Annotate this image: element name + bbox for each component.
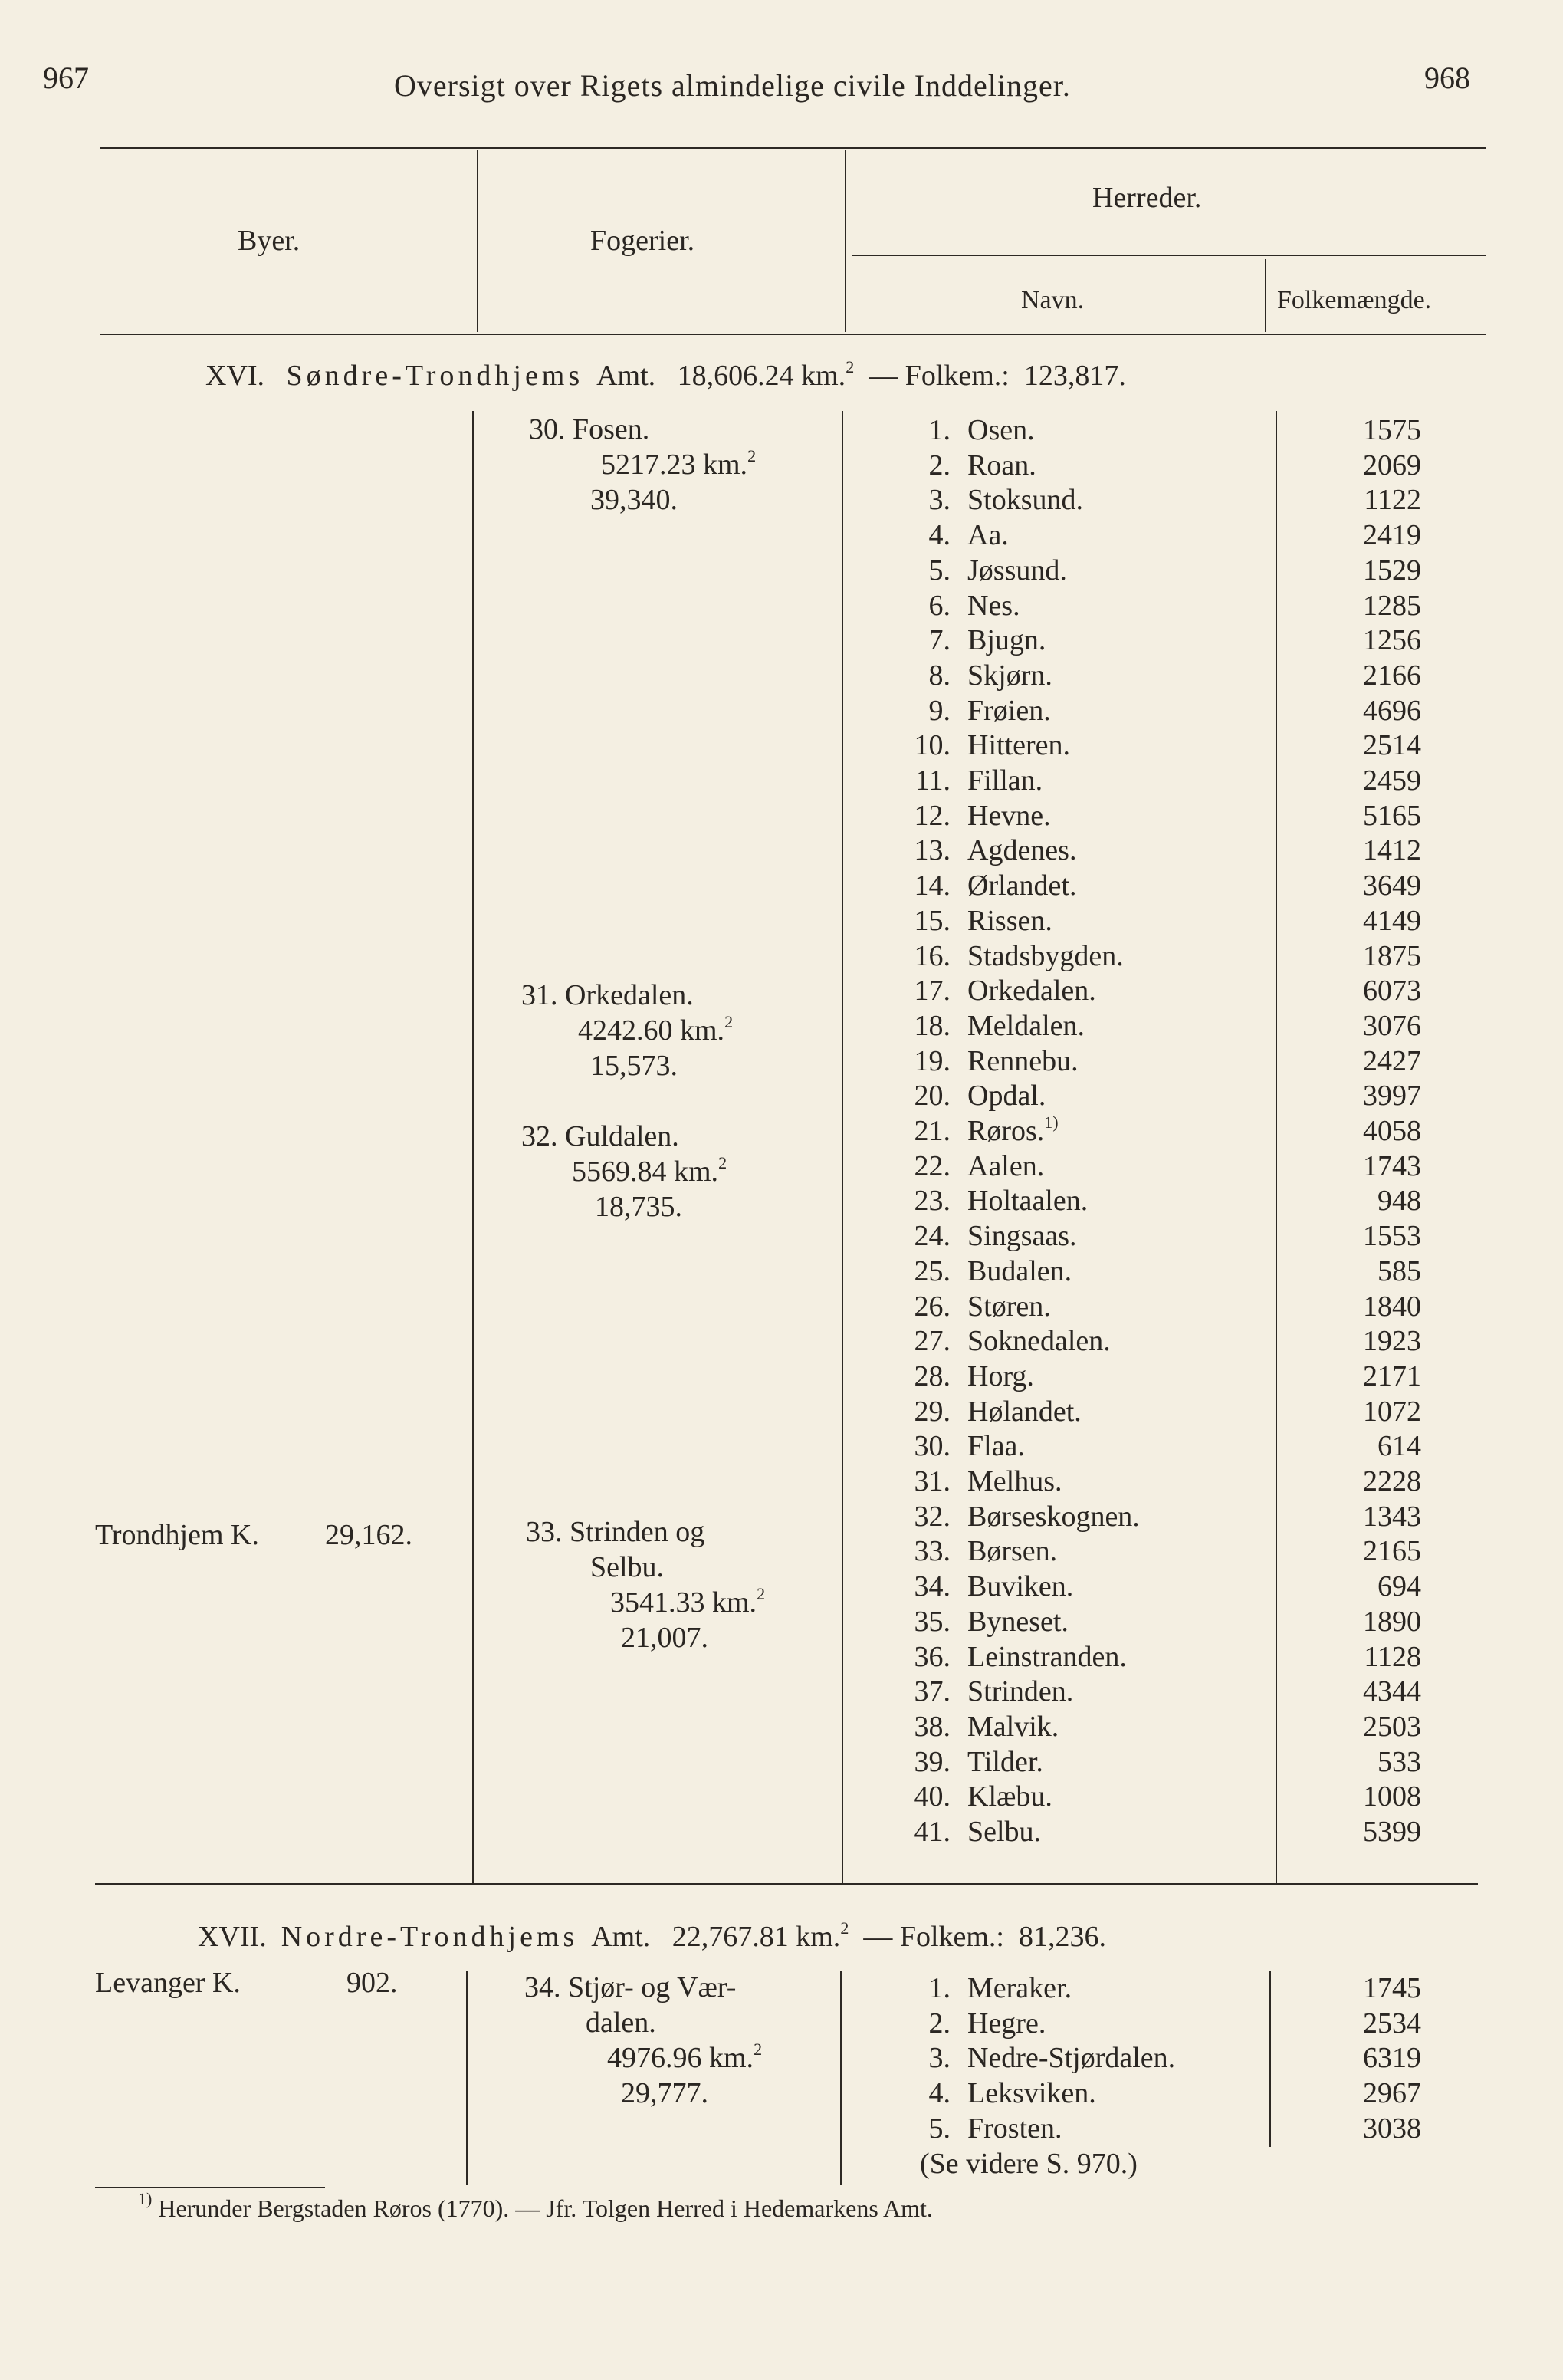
herred-name: Orkedalen. (967, 975, 1096, 1008)
herred-population: 2459 (1363, 764, 1421, 797)
area-unit: km. (801, 360, 846, 392)
herred-number: 19. (914, 1044, 951, 1077)
page-title: Oversigt over Rigets almindelige civile Inddelinger. (394, 68, 1071, 103)
herred-name: Strinden. (967, 1675, 1074, 1708)
herred-population: 1412 (1363, 834, 1421, 867)
herred-number: 6. (928, 589, 951, 622)
herred-number: 13. (914, 834, 951, 867)
table-row (0, 588, 1563, 623)
herred-number: 5. (928, 554, 951, 587)
herred-number: 29. (914, 1395, 951, 1428)
herred-population: 2228 (1363, 1465, 1421, 1497)
header-divider-1 (477, 150, 478, 332)
herred-population: 4058 (1363, 1115, 1421, 1147)
herred-number: 11. (914, 764, 951, 797)
herred-name: Opdal. (967, 1080, 1046, 1113)
herred-population: 2166 (1363, 659, 1421, 692)
amt-name: Nordre-Trondhjems (281, 1921, 579, 1953)
herred-name: Budalen. (967, 1254, 1072, 1287)
herred-name: Holtaalen. (967, 1185, 1089, 1218)
herred-number: 5. (928, 2112, 951, 2145)
herred-number: 22. (914, 1149, 951, 1182)
table-row (0, 1674, 1563, 1709)
table-row (0, 973, 1563, 1008)
herred-population: 1745 (1363, 1972, 1421, 2004)
herred-name: Skjørn. (967, 659, 1052, 692)
herred-population: 2514 (1363, 729, 1421, 762)
herred-number: 3. (928, 484, 951, 517)
herred-number: 32. (914, 1500, 951, 1533)
herred-name: Klæbu. (967, 1780, 1052, 1813)
herred-number: 25. (914, 1254, 951, 1287)
herred-population: 5399 (1363, 1816, 1421, 1848)
header-bottom-rule (100, 334, 1486, 335)
foged-population: 15,573. (590, 1050, 678, 1082)
herred-number: 38. (914, 1710, 951, 1743)
herred-number: 10. (914, 729, 951, 762)
herred-population: 1575 (1363, 414, 1421, 446)
section-numeral: XVI. (205, 360, 265, 392)
herred-number: 12. (914, 799, 951, 832)
table-row (0, 1744, 1563, 1780)
herred-number: 1. (928, 1972, 951, 2004)
herred-name: Støren. (967, 1290, 1051, 1323)
table-row (0, 763, 1563, 798)
table-row (0, 1113, 1563, 1149)
herred-number: 9. (928, 694, 951, 727)
herred-name: Leinstranden. (967, 1640, 1127, 1673)
herred-population: 2967 (1363, 2077, 1421, 2110)
column-navn: Navn. (1021, 286, 1085, 314)
section-heading (205, 359, 1126, 393)
herred-number: 8. (928, 659, 951, 692)
herred-population: 2427 (1363, 1044, 1421, 1077)
herred-number: 24. (914, 1220, 951, 1253)
herred-name: Røros.$^{1)}$ (967, 1113, 1059, 1147)
herred-name: Aa. (967, 519, 1009, 552)
footnote-marker: 1) (138, 2189, 153, 2208)
herred-population: 614 (1377, 1430, 1421, 1463)
column-herreder: Herreder. (1092, 182, 1202, 214)
foged-area: 5217.23 km.$^2$ (601, 446, 757, 481)
herred-name: Byneset. (967, 1605, 1069, 1638)
area-unit-sup: 2 (846, 357, 855, 376)
foged-label: 33. Strinden og (526, 1516, 705, 1548)
table-row (0, 1534, 1563, 1569)
page-number-right: 968 (1424, 61, 1470, 95)
herred-number: 18. (914, 1009, 951, 1042)
header-divider-2 (845, 150, 846, 332)
table-row (0, 518, 1563, 553)
herred-number: 3. (928, 2042, 951, 2075)
herred-number: 1. (928, 414, 951, 446)
herred-number: 39. (914, 1745, 951, 1778)
column-byer: Byer. (238, 225, 300, 257)
herred-population: 1256 (1363, 624, 1421, 657)
amt-label: Amt. (591, 1921, 651, 1953)
herred-number: 27. (914, 1325, 951, 1358)
herred-population: 3076 (1363, 1009, 1421, 1042)
herred-number: 36. (914, 1640, 951, 1673)
table-row (0, 448, 1563, 483)
folkem-label: — Folkem.: (863, 1921, 1004, 1953)
herred-name: Ørlandet. (967, 869, 1077, 902)
herred-population: 1122 (1364, 484, 1421, 517)
table-row (0, 1639, 1563, 1675)
footnote-rule (95, 2187, 325, 2188)
continuation-note: (Se videre S. 970.) (920, 2148, 1138, 2180)
foged-area: 3541.33 km.$^2$ (610, 1584, 766, 1619)
herred-population: 694 (1377, 1570, 1421, 1603)
city-population: 29,162. (325, 1519, 412, 1551)
herred-name: Frosten. (967, 2112, 1062, 2145)
section-numeral: XVII. (198, 1921, 267, 1953)
herred-population: 2069 (1363, 449, 1421, 482)
amt-area: 18,606.24 (677, 360, 794, 392)
foged-population: 21,007. (621, 1622, 708, 1654)
herred-name: Hegre. (967, 2007, 1046, 2040)
area-unit: km. (796, 1921, 841, 1953)
herred-number: 14. (914, 869, 951, 902)
herred-name: Soknedalen. (967, 1325, 1111, 1358)
table-row (0, 1604, 1563, 1639)
herred-name: Nes. (967, 589, 1020, 622)
herred-population: 1890 (1363, 1605, 1421, 1638)
section1-bottom-rule (95, 1883, 1478, 1885)
herred-population: 6073 (1363, 975, 1421, 1008)
herred-population: 2534 (1363, 2007, 1421, 2040)
herred-number: 2. (928, 2007, 951, 2040)
herred-name: Roan. (967, 449, 1036, 482)
table-row (0, 1709, 1563, 1744)
amt-population: 123,817. (1023, 360, 1126, 392)
table-row (0, 1218, 1563, 1254)
foged-label: 34. Stjør- og Vær- (524, 1971, 737, 2004)
herred-number: 34. (914, 1570, 951, 1603)
table-row (0, 1078, 1563, 1113)
herred-name: Stoksund. (967, 484, 1083, 517)
table-row (0, 939, 1563, 974)
table-row (0, 482, 1563, 518)
herred-population: 1743 (1363, 1149, 1421, 1182)
herred-name: Hevne. (967, 799, 1051, 832)
herred-name: Tilder. (967, 1745, 1043, 1778)
herred-number: 30. (914, 1430, 951, 1463)
herred-name: Aalen. (967, 1149, 1045, 1182)
herred-name: Melhus. (967, 1465, 1062, 1497)
herred-population: 2503 (1363, 1710, 1421, 1743)
herred-population: 1072 (1363, 1395, 1421, 1428)
herred-name: Bjugn. (967, 624, 1046, 657)
herred-number: 7. (928, 624, 951, 657)
table-row (0, 1971, 1563, 2006)
herred-population: 1285 (1363, 589, 1421, 622)
table-row (0, 1428, 1563, 1464)
herred-number: 33. (914, 1535, 951, 1568)
herred-number: 41. (914, 1816, 951, 1848)
herred-name: Rissen. (967, 904, 1052, 937)
table-row (0, 2006, 1563, 2041)
table-row (0, 1044, 1563, 1079)
herred-name: Stadsbygden. (967, 939, 1124, 972)
table-row (0, 1464, 1563, 1499)
herred-population: 3038 (1363, 2112, 1421, 2145)
herred-name: Hitteren. (967, 729, 1071, 762)
herred-name: Jøssund. (967, 554, 1067, 587)
table-row (0, 1779, 1563, 1814)
foged-label: 32. Guldalen. (521, 1120, 679, 1152)
herred-number: 4. (928, 2077, 951, 2110)
herred-name: Hølandet. (967, 1395, 1082, 1428)
folkem-label: — Folkem.: (869, 360, 1010, 392)
herred-name: Leksviken. (967, 2077, 1096, 2110)
table-row (0, 1254, 1563, 1289)
amt-area: 22,767.81 (671, 1921, 789, 1953)
herred-name: Horg. (967, 1359, 1034, 1392)
herred-number: 16. (914, 939, 951, 972)
column-folkemaengde: Folkemængde. (1277, 286, 1432, 314)
foged-area: 5569.84 km.$^2$ (572, 1153, 727, 1188)
table-row (0, 903, 1563, 939)
herred-name: Fillan. (967, 764, 1043, 797)
herred-population: 4149 (1363, 904, 1421, 937)
table-row (0, 1008, 1563, 1044)
footnote-text: Herunder Bergstaden Røros (1770). — Jfr. Tolgen Herred i Hedemarkens Amt. (158, 2194, 933, 2222)
herred-population: 1840 (1363, 1290, 1421, 1323)
herred-name: Agdenes. (967, 834, 1077, 867)
table-row (0, 693, 1563, 728)
table-row (0, 1323, 1563, 1359)
foged-area: 4242.60 km.$^2$ (578, 1012, 734, 1047)
herred-number: 21. (914, 1115, 951, 1147)
table-row (0, 553, 1563, 588)
herred-number: 20. (914, 1080, 951, 1113)
herred-population: 1875 (1363, 939, 1421, 972)
amt-name: Søndre-Trondhjems (286, 360, 584, 392)
herred-population: 585 (1377, 1254, 1421, 1287)
foged-label: 31. Orkedalen. (521, 979, 694, 1011)
amt-label: Amt. (596, 360, 656, 392)
herred-population: 3649 (1363, 869, 1421, 902)
herred-population: 1553 (1363, 1220, 1421, 1253)
herreder-subrule (852, 255, 1486, 256)
herred-number: 31. (914, 1465, 951, 1497)
herred-name: Meldalen. (967, 1009, 1085, 1042)
herred-name: Rennebu. (967, 1044, 1079, 1077)
amt-population: 81,236. (1019, 1921, 1106, 1953)
herred-population: 1529 (1363, 554, 1421, 587)
table-row (0, 2111, 1563, 2146)
herred-population: 533 (1377, 1745, 1421, 1778)
table-row (0, 1499, 1563, 1534)
herred-number: 23. (914, 1185, 951, 1218)
table-row (0, 623, 1563, 658)
herred-name: Flaa. (967, 1430, 1025, 1463)
header-top-rule (100, 147, 1486, 149)
herred-name: Børseskognen. (967, 1500, 1140, 1533)
herred-name: Nedre-Stjørdalen. (967, 2042, 1176, 2075)
herred-name: Buviken. (967, 1570, 1074, 1603)
herred-name: Osen. (967, 414, 1035, 446)
herred-population: 2171 (1363, 1359, 1421, 1392)
foged-label: 30. Fosen. (529, 413, 650, 445)
herred-population: 1923 (1363, 1325, 1421, 1358)
herred-name: Malvik. (967, 1710, 1059, 1743)
herred-name: Selbu. (967, 1816, 1042, 1848)
city-name: Trondhjem K. (95, 1519, 259, 1551)
herred-population: 3997 (1363, 1080, 1421, 1113)
herred-population: 948 (1377, 1185, 1421, 1218)
herred-population: 5165 (1363, 799, 1421, 832)
herred-population: 2419 (1363, 519, 1421, 552)
herred-name: Singsaas. (967, 1220, 1077, 1253)
herred-population: 1128 (1364, 1640, 1421, 1673)
footnote (138, 2189, 933, 2223)
page-number-left: 967 (43, 61, 89, 95)
table-row (0, 833, 1563, 868)
herred-number: 28. (914, 1359, 951, 1392)
table-row (0, 658, 1563, 693)
table-row (0, 868, 1563, 903)
herred-population: 4344 (1363, 1675, 1421, 1708)
foged-population: 39,340. (590, 484, 678, 516)
table-row (0, 1359, 1563, 1394)
section-heading (198, 1920, 1106, 1954)
column-fogerier: Fogerier. (590, 225, 695, 257)
foged-label-cont: dalen. (586, 2007, 656, 2039)
herred-number: 15. (914, 904, 951, 937)
herred-population: 2165 (1363, 1535, 1421, 1568)
herred-number: 17. (914, 975, 951, 1008)
city-population: 902. (346, 1967, 398, 1999)
herred-number: 35. (914, 1605, 951, 1638)
table-row (0, 1814, 1563, 1849)
table-row (0, 1183, 1563, 1218)
herred-name: Meraker. (967, 1972, 1072, 2004)
herred-footnote-ref: 1) (1044, 1113, 1059, 1132)
herred-population: 4696 (1363, 694, 1421, 727)
table-row (0, 1149, 1563, 1184)
herred-number: 26. (914, 1290, 951, 1323)
herred-population: 1008 (1363, 1780, 1421, 1813)
header-divider-3 (1265, 259, 1266, 332)
foged-label-cont: Selbu. (590, 1551, 665, 1583)
area-unit-sup: 2 (840, 1918, 849, 1938)
table-row (0, 1289, 1563, 1324)
foged-population: 29,777. (621, 2077, 708, 2109)
table-row (0, 1394, 1563, 1429)
herred-population: 1343 (1363, 1500, 1421, 1533)
table-row (0, 798, 1563, 833)
herred-population: 6319 (1363, 2042, 1421, 2075)
herred-name: Børsen. (967, 1535, 1058, 1568)
table-row (0, 1569, 1563, 1604)
foged-area: 4976.96 km.$^2$ (607, 2040, 763, 2074)
table-row (0, 413, 1563, 448)
herred-number: 40. (914, 1780, 951, 1813)
table-row (0, 728, 1563, 763)
herred-name: Frøien. (967, 694, 1051, 727)
herred-number: 37. (914, 1675, 951, 1708)
city-name: Levanger K. (95, 1967, 241, 1999)
table-row (0, 2076, 1563, 2111)
herred-number: 4. (928, 519, 951, 552)
table-row (0, 2040, 1563, 2076)
foged-population: 18,735. (595, 1191, 682, 1223)
herred-number: 2. (928, 449, 951, 482)
